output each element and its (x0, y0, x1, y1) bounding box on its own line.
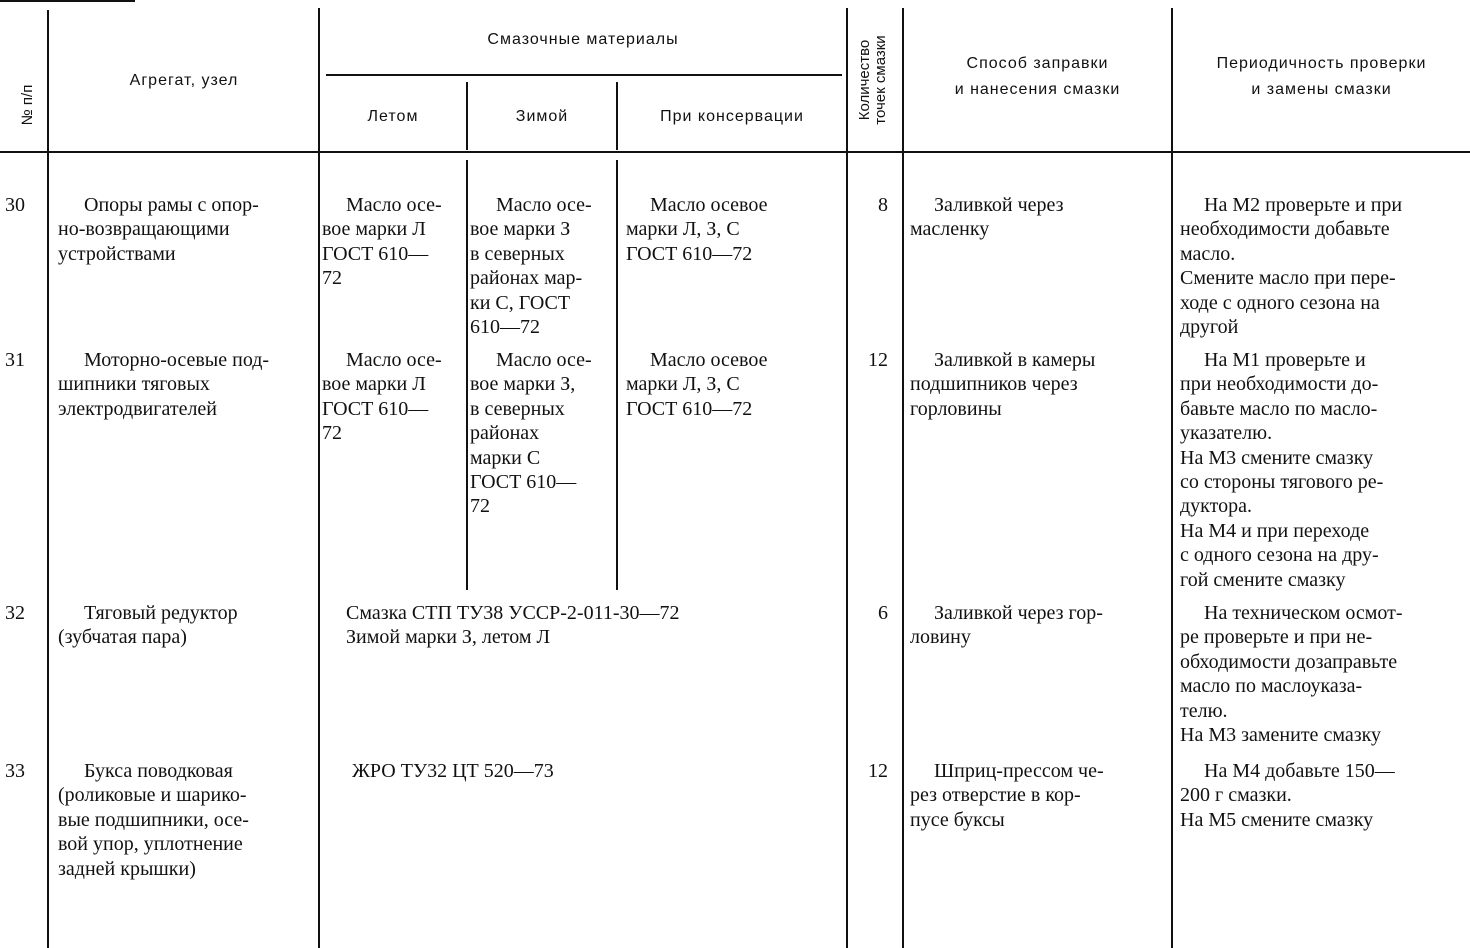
header-col-winter: Зимой (515, 108, 569, 125)
row-31-points: 12 (868, 349, 888, 371)
row-31-unit: Моторно-осевые под- шипники тяговых электродвигателей (58, 349, 270, 420)
row-31-summer: Масло осе- вое марки Л ГОСТ 610— 72 (322, 349, 442, 445)
col-rule (616, 160, 618, 590)
row-30-period: На М2 проверьте и при необходимости добавьте масло. Смените масло при пере- ходе с одного сезона на другой (1180, 194, 1403, 339)
header-col-points-line2: точек смазки (872, 35, 889, 125)
header-col-summer: Летом (367, 108, 419, 125)
header-col-unit: Агрегат, узел (129, 72, 239, 89)
row-32-lubricant: Смазка СТП ТУ38 УССР-2-011-30—72 Зимой марки З, летом Л (346, 602, 680, 649)
header-col-conservation: При консервации (660, 108, 804, 125)
row-30-winter: Масло осе- вое марки З в северных районах мар- ки С, ГОСТ 610—72 (470, 194, 592, 339)
row-30-unit: Опоры рамы с опор- но-возвращающими устройствами (58, 194, 259, 265)
top-rule (0, 0, 135, 2)
row-33-lubricant: ЖРО ТУ32 ЦТ 520—73 (352, 760, 554, 782)
row-32-unit: Тяговый редуктор (зубчатая пара) (58, 602, 238, 649)
header-col-points-line1: Количество (856, 39, 873, 121)
col-rule (318, 8, 320, 948)
row-32-method: Заливкой через гор- ловину (910, 602, 1103, 649)
row-32-points: 6 (878, 602, 888, 624)
row-31-period: На М1 проверьте и при необходимости до- бавьте масло по масло- указателю. На М3 смените смазку со стороны тягового ре- дуктора. На М4 и при переходе с одного сезона на дру- гой смените смазку (1180, 349, 1384, 591)
row-33-number: 33 (5, 760, 25, 782)
row-30-conservation: Масло осевое марки Л, З, С ГОСТ 610—72 (626, 194, 768, 265)
row-33-unit: Букса поводковая (роликовые и шарико- вые подшипники, осе- вой упор, уплотнение задней крышки) (58, 760, 249, 880)
row-33-period: На М4 добавьте 150— 200 г смазки. На М5 смените смазку (1180, 760, 1395, 831)
col-rule (846, 8, 848, 948)
header-col-lubricants: Смазочные материалы (487, 31, 679, 48)
header-sub-rule (326, 74, 842, 76)
header-bottom-rule (0, 151, 1470, 153)
row-30-method: Заливкой через масленку (910, 194, 1064, 241)
row-30-number: 30 (5, 194, 25, 216)
header-col-method: Способ заправки и нанесения смазки (954, 55, 1121, 98)
row-31-conservation: Масло осевое марки Л, З, С ГОСТ 610—72 (626, 349, 768, 420)
row-32-number: 32 (5, 602, 25, 624)
header-col-points (857, 20, 891, 140)
row-31-winter: Масло осе- вое марки З, в северных районах марки С ГОСТ 610— 72 (470, 349, 592, 518)
row-31-number: 31 (5, 349, 25, 371)
col-rule (466, 160, 468, 590)
header-col-number: № п/п (19, 84, 36, 126)
row-30-summer: Масло осе- вое марки Л ГОСТ 610— 72 (322, 194, 442, 290)
row-32-period: На техническом осмот- ре проверьте и при не- обходимости дозаправьте масло по маслоуказа- телю. На М3 замените смазку (1180, 602, 1403, 747)
row-30-points: 8 (878, 194, 888, 216)
header-col-period: Периодичность проверки и замены смазки (1216, 55, 1427, 98)
row-31-method: Заливкой в камеры подшипников через горловины (910, 349, 1096, 420)
row-33-points: 12 (868, 760, 888, 782)
col-rule (902, 8, 904, 948)
col-rule (1171, 8, 1173, 948)
row-33-method: Шприц-прессом че- рез отверстие в кор- пусе буксы (910, 760, 1104, 831)
